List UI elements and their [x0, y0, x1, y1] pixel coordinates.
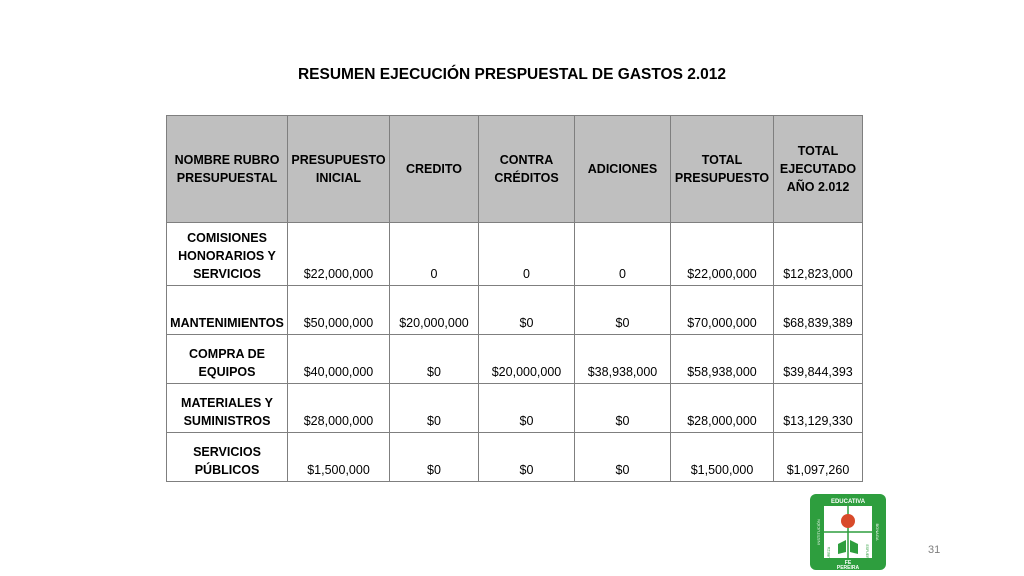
rubro-name: COMPRA DE EQUIPOS — [167, 335, 288, 384]
header-adiciones: ADICIONES — [575, 116, 671, 223]
page-number: 31 — [928, 544, 941, 556]
table-header-row — [167, 116, 863, 223]
slide-title: RESUMEN EJECUCIÓN PRESPUESTAL DE GASTOS 2.012 — [297, 66, 727, 83]
presupuesto-inicial-cell: $1,500,000 — [288, 433, 390, 482]
presupuesto-inicial-cell: $40,000,000 — [288, 335, 390, 384]
crest-right-text: BONAGA — [875, 523, 880, 541]
adiciones-cell: $0 — [575, 433, 671, 482]
crest-top-text: EDUCATIVA — [830, 499, 866, 505]
total-ejecutado-cell: $68,839,389 — [774, 286, 863, 335]
crest-lower-right-text: ESFUERZO — [865, 544, 869, 564]
presupuesto-inicial-cell: $22,000,000 — [288, 223, 390, 286]
total-presupuesto-cell: $1,500,000 — [671, 433, 774, 482]
contra-creditos-cell: $0 — [479, 433, 575, 482]
school-crest-logo — [810, 494, 886, 570]
crest-center-text: FE — [844, 560, 852, 566]
credito-cell: $20,000,000 — [390, 286, 479, 335]
total-ejecutado-cell: $13,129,330 — [774, 384, 863, 433]
contra-creditos-cell: $20,000,000 — [479, 335, 575, 384]
total-ejecutado-cell: $1,097,260 — [774, 433, 863, 482]
total-presupuesto-cell: $70,000,000 — [671, 286, 774, 335]
crest-bottom-text: PEREIRA — [836, 565, 860, 570]
rubro-name: COMISIONES HONORARIOS Y SERVICIOS — [167, 223, 288, 286]
total-presupuesto-cell: $22,000,000 — [671, 223, 774, 286]
credito-cell: 0 — [390, 223, 479, 286]
header-presupuesto-inicial: PRESUPUESTO INICIAL — [288, 116, 390, 223]
rubro-name: MATERIALES Y SUMINISTROS — [167, 384, 288, 433]
header-credito: CREDITO — [390, 116, 479, 223]
adiciones-cell: $38,938,000 — [575, 335, 671, 384]
budget-table — [166, 115, 863, 482]
total-presupuesto-cell: $58,938,000 — [671, 335, 774, 384]
rubro-name: SERVICIOS PÚBLICOS — [167, 433, 288, 482]
contra-creditos-cell: $0 — [479, 384, 575, 433]
table-row — [167, 335, 863, 384]
total-ejecutado-cell: $12,823,000 — [774, 223, 863, 286]
rubro-name: MANTENIMIENTOS — [167, 286, 288, 335]
crest-lower-left-text: PUREZA — [827, 546, 831, 562]
table-row — [167, 384, 863, 433]
crest-emblem — [841, 514, 855, 528]
contra-creditos-cell: $0 — [479, 286, 575, 335]
header-total-presupuesto: TOTAL PRESUPUESTO — [671, 116, 774, 223]
credito-cell: $0 — [390, 335, 479, 384]
total-presupuesto-cell: $28,000,000 — [671, 384, 774, 433]
table-row — [167, 433, 863, 482]
adiciones-cell: 0 — [575, 223, 671, 286]
header-nombre-rubro: NOMBRE RUBRO PRESUPUESTAL — [167, 116, 288, 223]
header-total-ejecutado: TOTAL EJECUTADO AÑO 2.012 — [774, 116, 863, 223]
contra-creditos-cell: 0 — [479, 223, 575, 286]
presupuesto-inicial-cell: $50,000,000 — [288, 286, 390, 335]
credito-cell: $0 — [390, 384, 479, 433]
credito-cell: $0 — [390, 433, 479, 482]
table-row — [167, 286, 863, 335]
adiciones-cell: $0 — [575, 286, 671, 335]
adiciones-cell: $0 — [575, 384, 671, 433]
total-ejecutado-cell: $39,844,393 — [774, 335, 863, 384]
presupuesto-inicial-cell: $28,000,000 — [288, 384, 390, 433]
header-contra-creditos: CONTRA CRÉDITOS — [479, 116, 575, 223]
table-row — [167, 223, 863, 286]
crest-left-text: INSTITUCIÓN — [816, 519, 821, 545]
